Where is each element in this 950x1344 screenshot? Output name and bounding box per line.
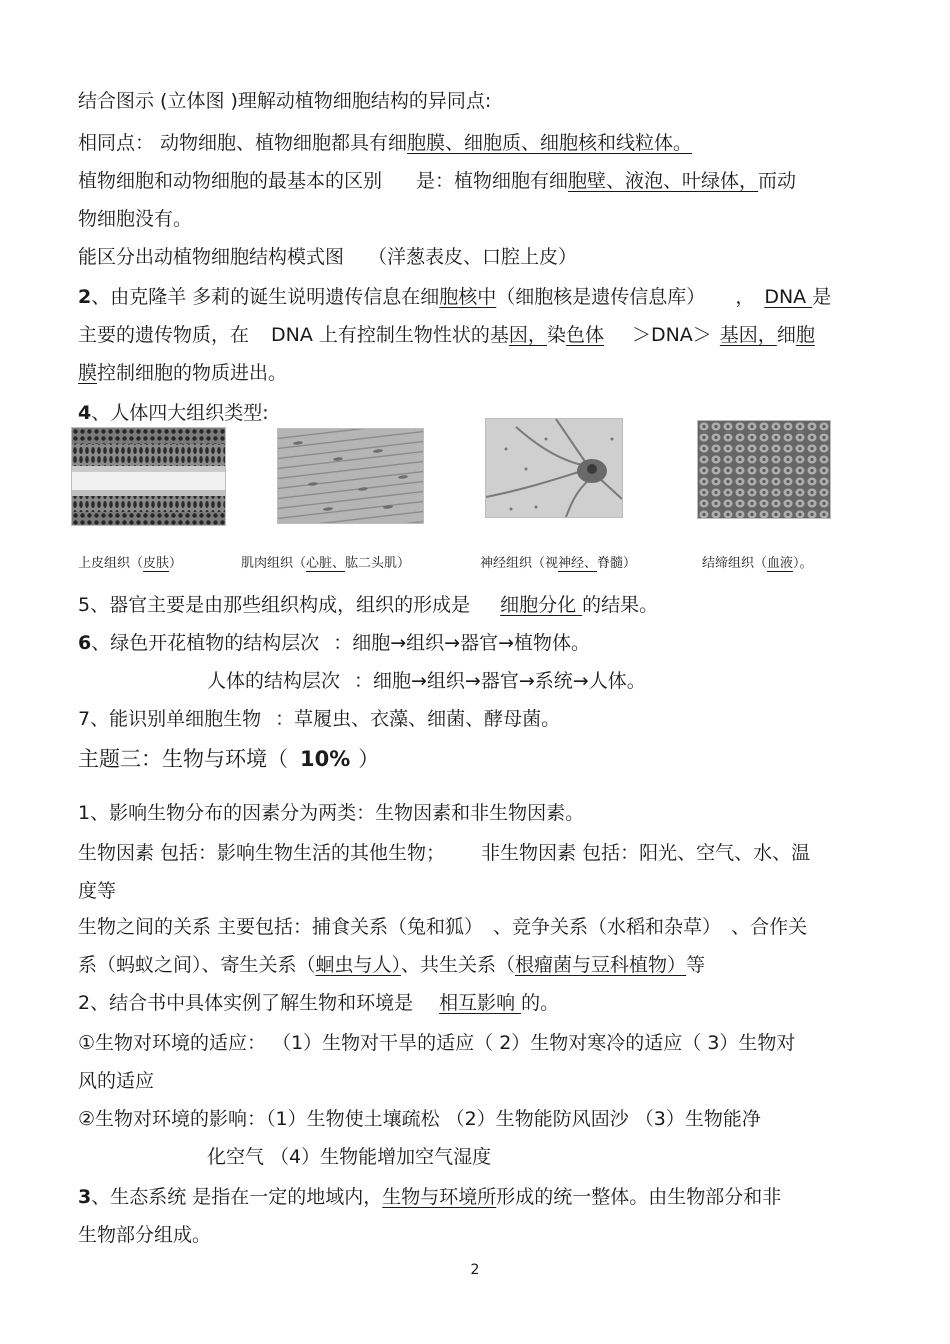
text: 人体的结构层次 xyxy=(207,670,341,692)
underlined-text: 胞壁、液泡、叶绿体， xyxy=(568,170,759,192)
line-influence-cont xyxy=(207,1144,491,1170)
line-cell-structure-intro xyxy=(78,88,491,114)
line-membrane xyxy=(78,360,287,386)
text: 非生物因素 包括：阳光、空气、水、温 xyxy=(481,842,811,864)
text: ②生物对环境的影响：（1）生物使土壤疏松 （2）生物能防风固沙 （3）生物能净 xyxy=(78,1108,761,1130)
connective-tissue-image xyxy=(697,420,831,519)
text: 化空气 （4）生物能增加空气湿度 xyxy=(207,1146,492,1168)
underlined-text: 因， xyxy=(508,324,547,346)
text: 细 xyxy=(776,324,796,346)
line-human-hierarchy xyxy=(207,668,646,694)
text: 、由克隆羊 多莉的诞生说明遗传信息在细 xyxy=(91,286,440,308)
text: 7、能识别单细胞生物 xyxy=(78,708,262,730)
line-factors xyxy=(78,800,584,826)
text: 能区分出动植物细胞结构模式图 xyxy=(78,246,345,268)
underlined-text: 蛔虫与人） xyxy=(315,954,402,976)
text: 结缔组织（ xyxy=(702,556,768,571)
underlined-text: 色体 xyxy=(565,324,604,346)
line-adaptation-cont xyxy=(78,1068,154,1094)
item-number: 3 xyxy=(78,1186,92,1208)
text: 控制细胞的物质进出。 xyxy=(97,362,288,384)
text: 、绿色开花植物的结构层次 xyxy=(91,632,320,654)
underlined-text: 细胞分化 xyxy=(500,594,583,616)
line-genetic-info xyxy=(78,284,831,310)
nerve-tissue-image xyxy=(485,418,623,518)
text: ） xyxy=(169,556,183,571)
line-unicellular xyxy=(78,706,560,732)
text: 生物因素 包括：影响生物生活的其他生物； xyxy=(78,842,446,864)
text: （洋葱表皮、口腔上皮） xyxy=(368,246,578,268)
text: 主题三：生物与环境（ xyxy=(78,747,288,771)
text: 肌肉组织（ xyxy=(241,556,307,571)
item-number: 6 xyxy=(78,632,92,654)
page-number: 2 xyxy=(470,1262,480,1278)
text: ） xyxy=(358,747,380,771)
text: 物细胞没有。 xyxy=(78,208,193,230)
underlined-text: 根瘤菌与豆科植物） xyxy=(515,954,687,976)
line-ecosystem xyxy=(78,1184,781,1210)
line-tissue-types xyxy=(78,400,269,426)
text: 上皮组织（ xyxy=(78,556,144,571)
text: 、共生关系（ xyxy=(401,954,516,976)
line-adaptation xyxy=(78,1030,795,1056)
line-interaction xyxy=(78,990,559,1016)
percent: 10% xyxy=(300,747,351,771)
text: 、合作关 xyxy=(731,916,808,938)
text: 脊髓） xyxy=(597,556,637,571)
text: 植物细胞和动物细胞的最基本的区别 xyxy=(78,170,383,192)
text: 度等 xyxy=(78,880,117,902)
text: ①生物对环境的适应： （1）生物对干旱的适应（ 2）生物对寒冷的适应（ 3）生物对 xyxy=(78,1032,796,1054)
underlined-text: 胞核中 xyxy=(439,286,497,308)
text: 、生态系统 是指在一定的地域内， xyxy=(91,1186,383,1208)
line-dna xyxy=(78,322,815,348)
text: ）。 xyxy=(793,556,813,571)
text: 生物部分组成。 xyxy=(78,1224,212,1246)
line-etc xyxy=(78,878,116,904)
caption-epithelial xyxy=(78,555,182,573)
text: 相同点： 动物细胞、植物细胞都具有细 xyxy=(78,132,408,154)
text: 是：植物细胞有细 xyxy=(416,170,569,192)
text: 形成的统一整体。由生物部分和非 xyxy=(496,1186,782,1208)
text: 的。 xyxy=(521,992,560,1014)
underlined-text: 心脏、 xyxy=(306,556,346,571)
text: 1、影响生物分布的因素分为两类：生物因素和非生物因素。 xyxy=(78,802,585,824)
underlined-text: 胞膜、细胞质、细胞核和线粒体。 xyxy=(407,132,693,154)
underlined-text: 基因， xyxy=(719,324,777,346)
text: 风的适应 xyxy=(78,1070,155,1092)
text: 神经组织（视 xyxy=(480,556,559,571)
underlined-text: 血液 xyxy=(767,556,794,571)
underlined-text: DNA xyxy=(764,286,813,308)
item-number: 4 xyxy=(78,402,92,424)
text: 的结果。 xyxy=(582,594,659,616)
line-relations xyxy=(78,914,807,940)
text: 主要的遗传物质，在 xyxy=(78,324,250,346)
text: 生物之间的关系 主要包括：捕食关系（兔和狐） xyxy=(78,916,484,938)
topic-three-heading xyxy=(78,746,379,772)
text: ＞DNA＞ xyxy=(631,324,712,346)
text: 系（蚂蚁之间）、寄生关系（ xyxy=(78,954,316,976)
text: ：草履虫、衣藻、细菌、酵母菌。 xyxy=(275,708,561,730)
line-difference xyxy=(78,168,796,194)
underlined-text: 膜 xyxy=(78,362,98,384)
line-model-diagram xyxy=(78,244,577,270)
text: DNA 上有控制生物性状的基 xyxy=(271,324,509,346)
underlined-text: 胞 xyxy=(795,324,815,346)
text: 2、结合书中具体实例了解生物和环境是 xyxy=(78,992,414,1014)
text: ， xyxy=(735,286,755,308)
muscle-tissue-image xyxy=(277,428,424,524)
text: ：细胞→组织→器官→系统→人体。 xyxy=(354,670,646,692)
line-similarities xyxy=(78,130,692,156)
line-animal-cells xyxy=(78,206,192,232)
text: 结合图示 (立体图 )理解动植物细胞结构的异同点: xyxy=(78,90,492,112)
underlined-text: 皮肤 xyxy=(143,556,170,571)
underlined-text: 生物与环境所 xyxy=(382,1186,497,1208)
caption-muscle xyxy=(241,555,410,573)
text: 而动 xyxy=(758,170,797,192)
line-ecosystem-cont xyxy=(78,1222,211,1248)
text: （细胞核是遗传信息库） xyxy=(496,286,706,308)
line-biotic-abiotic xyxy=(78,840,810,866)
caption-connective xyxy=(702,555,813,573)
underlined-text: 神经、 xyxy=(558,556,598,571)
line-plant-hierarchy xyxy=(78,630,590,656)
text: 是 xyxy=(812,286,832,308)
caption-nerve xyxy=(480,555,636,573)
underlined-text: 相互影响 xyxy=(439,992,522,1014)
line-influence xyxy=(78,1106,761,1132)
text: 肱二头肌） xyxy=(345,556,411,571)
line-relations-cont xyxy=(78,952,705,978)
text: 5、器官主要是由那些组织构成，组织的形成是 xyxy=(78,594,471,616)
epithelial-tissue-image xyxy=(71,427,226,526)
text: 染 xyxy=(546,324,566,346)
text: 等 xyxy=(686,954,706,976)
line-organs xyxy=(78,592,658,618)
text: ：细胞→组织→器官→植物体。 xyxy=(333,632,591,654)
text: 、竞争关系（水稻和杂草） xyxy=(493,916,722,938)
item-number: 2 xyxy=(78,286,92,308)
text: 、人体四大组织类型: xyxy=(91,402,269,424)
